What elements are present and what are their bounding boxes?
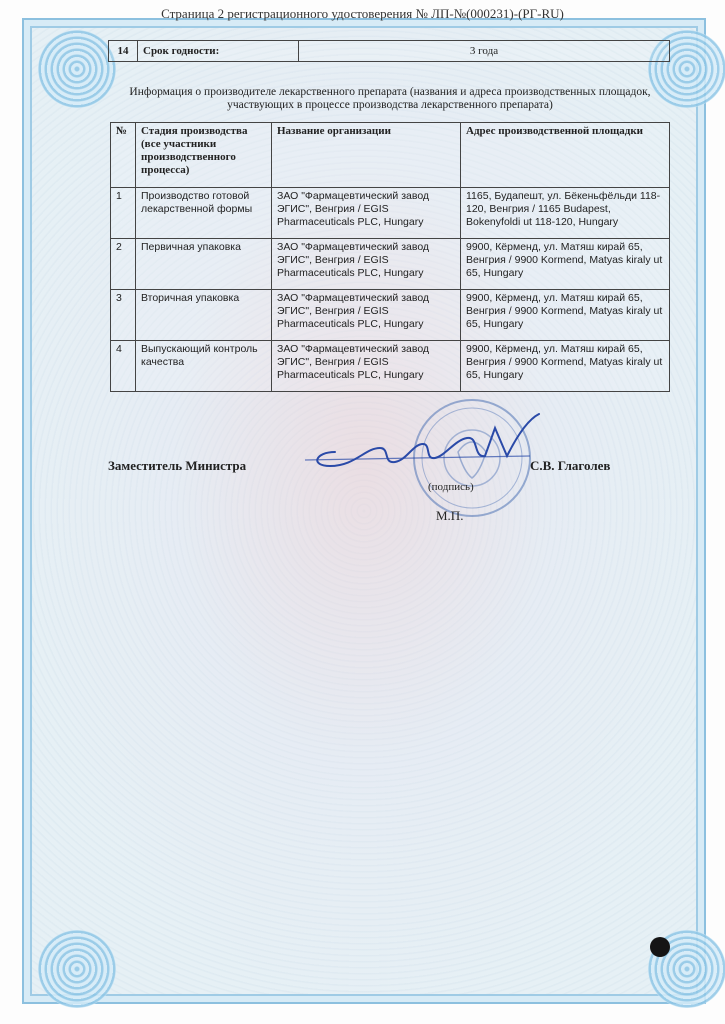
corner-ornament bbox=[38, 930, 116, 1008]
expiry-label: Срок годности: bbox=[138, 41, 299, 62]
row-num: 1 bbox=[111, 188, 136, 239]
table-row bbox=[111, 188, 670, 239]
signatory-role: Заместитель Министра bbox=[108, 458, 247, 473]
row-stage: Вторичная упаковка bbox=[136, 290, 272, 341]
expiry-value: 3 года bbox=[299, 41, 670, 62]
row-num: 3 bbox=[111, 290, 136, 341]
row-address: 9900, Кёрменд, ул. Матяш кирай 65, Венгрия / 9900 Kormend, Matyas kiraly ut 65, Hungary bbox=[461, 239, 670, 290]
row-num: 4 bbox=[111, 341, 136, 392]
table-row bbox=[111, 290, 670, 341]
table-row bbox=[109, 41, 670, 62]
expiry-table bbox=[108, 40, 670, 62]
row-org: ЗАО "Фармацевтический завод ЭГИС", Венгрия / EGIS Pharmaceuticals PLC, Hungary bbox=[272, 188, 461, 239]
table-header-row bbox=[111, 123, 670, 188]
table-row bbox=[111, 341, 670, 392]
table-row bbox=[111, 239, 670, 290]
col-header-stage: Стадия производства (все участники производственного процесса) bbox=[136, 123, 272, 188]
col-header-org: Название организации bbox=[272, 123, 461, 188]
corner-ornament bbox=[38, 30, 116, 108]
page-header: Страница 2 регистрационного удостоверения № ЛП-№(000231)-(РГ-RU) bbox=[161, 6, 564, 21]
stamp-place-label: М.П. bbox=[436, 508, 464, 523]
row-org: ЗАО "Фармацевтический завод ЭГИС", Венгрия / EGIS Pharmaceuticals PLC, Hungary bbox=[272, 341, 461, 392]
row-num: 2 bbox=[111, 239, 136, 290]
row-stage: Первичная упаковка bbox=[136, 239, 272, 290]
row-org: ЗАО "Фармацевтический завод ЭГИС", Венгрия / EGIS Pharmaceuticals PLC, Hungary bbox=[272, 239, 461, 290]
row-address: 9900, Кёрменд, ул. Матяш кирай 65, Венгрия / 9900 Kormend, Matyas kiraly ut 65, Hungary bbox=[461, 290, 670, 341]
expiry-number: 14 bbox=[109, 41, 138, 62]
row-stage: Производство готовой лекарственной формы bbox=[136, 188, 272, 239]
manufacturer-info-title: Информация о производителе лекарственного препарата (названия и адреса производственных площадок, участвующих в процессе производства лекарственного препарата) bbox=[129, 86, 651, 111]
col-header-num: № bbox=[111, 123, 136, 188]
signatory-name: С.В. Глаголев bbox=[530, 458, 611, 473]
col-header-address: Адрес производственной площадки bbox=[461, 123, 670, 188]
row-org: ЗАО "Фармацевтический завод ЭГИС", Венгрия / EGIS Pharmaceuticals PLC, Hungary bbox=[272, 290, 461, 341]
signature-caption: (подпись) bbox=[428, 481, 474, 493]
row-address: 1165, Будапешт, ул. Бёкеньфёльди 118-120, Венгрия / 1165 Budapest, Bokenyfoldi ut 118-120, Hungary bbox=[461, 188, 670, 239]
row-address: 9900, Кёрменд, ул. Матяш кирай 65, Венгрия / 9900 Kormend, Matyas kiraly ut 65, Hungary bbox=[461, 341, 670, 392]
handwritten-signature bbox=[295, 400, 555, 480]
row-stage: Выпускающий контроль качества bbox=[136, 341, 272, 392]
manufacturer-table bbox=[110, 122, 670, 392]
punch-hole bbox=[650, 937, 670, 957]
